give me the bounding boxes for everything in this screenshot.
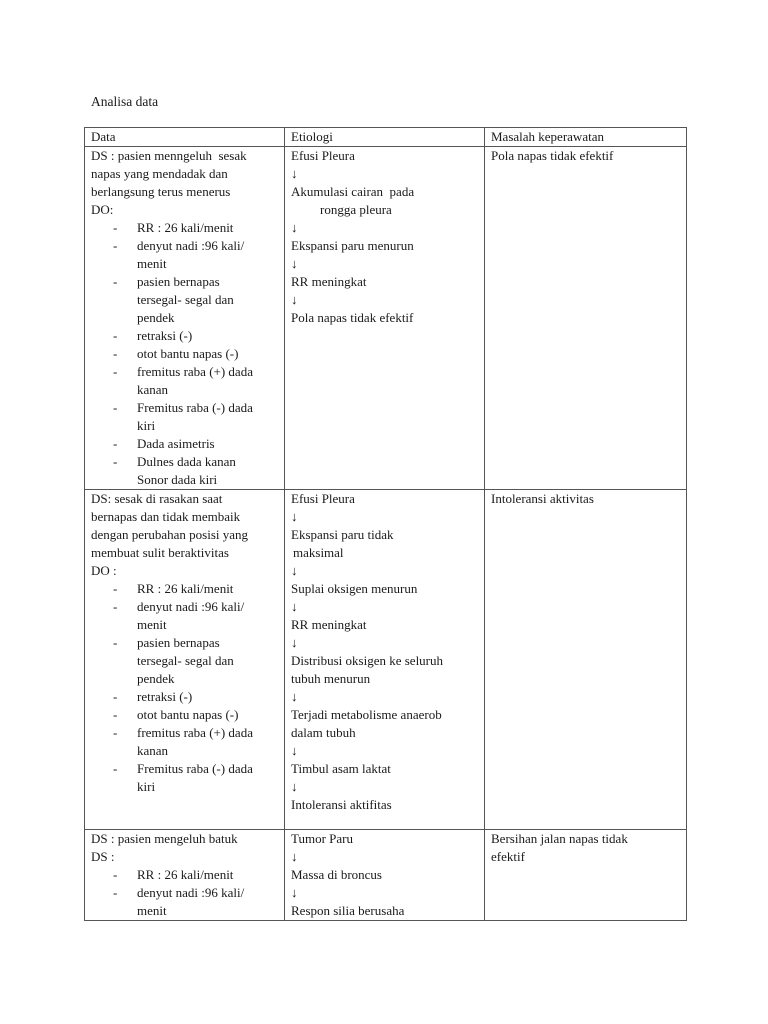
list-item (91, 363, 278, 399)
list-item (91, 399, 278, 435)
etiologi-text-line: Terjadi metabolisme anaerob (291, 707, 442, 722)
dash-bullet-icon: - (113, 885, 118, 900)
etiologi-text-line: Efusi Pleura (291, 148, 355, 163)
data-text-line: membuat sulit beraktivitas (91, 545, 229, 560)
data-text-line: DS : pasien mengeluh batuk (91, 831, 238, 846)
etiologi-text-line: Intoleransi aktifitas (291, 797, 392, 812)
list-item-text: menit (137, 256, 167, 271)
down-arrow-icon: ↓ (291, 563, 298, 578)
page-title: Analisa data (91, 94, 159, 109)
etiologi-cell (285, 830, 485, 921)
observation-list (91, 866, 278, 920)
etiologi-text-line: Ekspansi paru tidak (291, 527, 394, 542)
analysis-table (84, 127, 687, 921)
list-item-text: tersegal- segal dan (137, 292, 234, 307)
etiologi-text-line: Tumor Paru (291, 831, 354, 846)
data-cell (85, 490, 285, 830)
etiologi-text-line: Akumulasi cairan pada (291, 184, 415, 199)
list-item (91, 760, 278, 796)
etiologi-text-line: dalam tubuh (291, 725, 356, 740)
dash-bullet-icon: - (113, 436, 118, 451)
list-item (91, 724, 278, 760)
list-item (91, 327, 278, 345)
data-text-line: berlangsung terus menerus (91, 184, 231, 199)
list-item-text: fremitus raba (+) dada (137, 364, 253, 379)
list-item-text: pendek (137, 671, 175, 686)
data-text-line: DO : (91, 563, 117, 578)
masalah-text-line: Bersihan jalan napas tidak (491, 831, 628, 846)
etiologi-text-line: tubuh menurun (291, 671, 371, 686)
data-cell (85, 147, 285, 490)
list-item (91, 580, 278, 598)
etiologi-text-line: Ekspansi paru menurun (291, 238, 414, 253)
observation-list (91, 219, 278, 489)
list-item (91, 706, 278, 724)
dash-bullet-icon: - (113, 867, 118, 882)
etiologi-text-line: Distribusi oksigen ke seluruh (291, 653, 444, 668)
dash-bullet-icon: - (113, 328, 118, 343)
down-arrow-icon: ↓ (291, 166, 298, 181)
down-arrow-icon: ↓ (291, 599, 298, 614)
list-item-text: menit (137, 903, 167, 918)
list-item-text: RR : 26 kali/menit (137, 220, 234, 235)
dash-bullet-icon: - (113, 364, 118, 379)
dash-bullet-icon: - (113, 238, 118, 253)
list-item (91, 688, 278, 706)
list-item-text: RR : 26 kali/menit (137, 581, 234, 596)
data-text-line: DO: (91, 202, 114, 217)
list-item (91, 634, 278, 688)
data-cell (85, 830, 285, 921)
etiologi-cell (285, 147, 485, 490)
list-item-text: tersegal- segal dan (137, 653, 234, 668)
table-header-row (85, 128, 687, 147)
etiologi-text-line: Suplai oksigen menurun (291, 581, 418, 596)
etiologi-text-line: Efusi Pleura (291, 491, 355, 506)
down-arrow-icon: ↓ (291, 779, 298, 794)
down-arrow-icon: ↓ (291, 635, 298, 650)
list-item-text: kanan (137, 382, 169, 397)
list-item-text: Dada asimetris (137, 436, 215, 451)
list-item-text: retraksi (-) (137, 689, 193, 704)
dash-bullet-icon: - (113, 689, 118, 704)
list-item-text: denyut nadi :96 kali/ (137, 599, 245, 614)
list-item-text: denyut nadi :96 kali/ (137, 885, 245, 900)
table-row (85, 147, 687, 490)
list-item-text: Fremitus raba (-) dada (137, 400, 253, 415)
dash-bullet-icon: - (113, 400, 118, 415)
dash-bullet-icon: - (113, 454, 118, 469)
etiologi-text-line: Respon silia berusaha (291, 903, 405, 918)
list-item-text: kanan (137, 743, 169, 758)
etiologi-text-line: RR meningkat (291, 617, 367, 632)
header-data: Data (85, 128, 285, 147)
list-item-text: pendek (137, 310, 175, 325)
list-item (91, 435, 278, 453)
etiologi-cell (285, 490, 485, 830)
down-arrow-icon: ↓ (291, 292, 298, 307)
data-text-line: dengan perubahan posisi yang (91, 527, 249, 542)
header-etiologi: Etiologi (285, 128, 485, 147)
list-item (91, 219, 278, 237)
data-text-line: DS: sesak di rasakan saat (91, 491, 223, 506)
list-item (91, 345, 278, 363)
table-row (85, 830, 687, 921)
list-item (91, 453, 278, 489)
dash-bullet-icon: - (113, 761, 118, 776)
dash-bullet-icon: - (113, 346, 118, 361)
dash-bullet-icon: - (113, 581, 118, 596)
down-arrow-icon: ↓ (291, 689, 298, 704)
list-item (91, 237, 278, 273)
down-arrow-icon: ↓ (291, 849, 298, 864)
list-item (91, 273, 278, 327)
data-text-line: DS : pasien menngeluh sesak (91, 148, 247, 163)
table-row (85, 490, 687, 830)
dash-bullet-icon: - (113, 707, 118, 722)
list-item-text: otot bantu napas (-) (137, 346, 239, 361)
masalah-cell (485, 830, 687, 921)
list-item-text: otot bantu napas (-) (137, 707, 239, 722)
etiologi-text-line: RR meningkat (291, 274, 367, 289)
list-item-text: denyut nadi :96 kali/ (137, 238, 245, 253)
dash-bullet-icon: - (113, 599, 118, 614)
observation-list (91, 580, 278, 796)
etiologi-text-line: rongga pleura (320, 202, 392, 217)
list-item (91, 884, 278, 920)
masalah-text-line: Intoleransi aktivitas (491, 491, 594, 506)
list-item-text: Sonor dada kiri (137, 472, 218, 487)
down-arrow-icon: ↓ (291, 256, 298, 271)
down-arrow-icon: ↓ (291, 509, 298, 524)
dash-bullet-icon: - (113, 725, 118, 740)
list-item-text: RR : 26 kali/menit (137, 867, 234, 882)
data-text-line: napas yang mendadak dan (91, 166, 228, 181)
list-item-text: pasien bernapas (137, 274, 220, 289)
down-arrow-icon: ↓ (291, 885, 298, 900)
list-item-text: kiri (137, 418, 156, 433)
header-masalah: Masalah keperawatan (485, 128, 687, 147)
dash-bullet-icon: - (113, 220, 118, 235)
list-item-text: Fremitus raba (-) dada (137, 761, 253, 776)
masalah-cell (485, 147, 687, 490)
list-item (91, 598, 278, 634)
down-arrow-icon: ↓ (291, 743, 298, 758)
list-item-text: Dulnes dada kanan (137, 454, 236, 469)
list-item-text: pasien bernapas (137, 635, 220, 650)
down-arrow-icon: ↓ (291, 220, 298, 235)
masalah-cell (485, 490, 687, 830)
dash-bullet-icon: - (113, 274, 118, 289)
etiologi-text-line: Timbul asam laktat (291, 761, 391, 776)
etiologi-text-line: maksimal (293, 545, 344, 560)
masalah-text-line: efektif (491, 849, 525, 864)
list-item (91, 866, 278, 884)
masalah-text-line: Pola napas tidak efektif (491, 148, 614, 163)
data-text-line: DS : (91, 849, 115, 864)
list-item-text: menit (137, 617, 167, 632)
list-item-text: kiri (137, 779, 156, 794)
etiologi-text-line: Massa di broncus (291, 867, 382, 882)
list-item-text: fremitus raba (+) dada (137, 725, 253, 740)
list-item-text: retraksi (-) (137, 328, 193, 343)
data-text-line: bernapas dan tidak membaik (91, 509, 241, 524)
etiologi-text-line: Pola napas tidak efektif (291, 310, 414, 325)
dash-bullet-icon: - (113, 635, 118, 650)
